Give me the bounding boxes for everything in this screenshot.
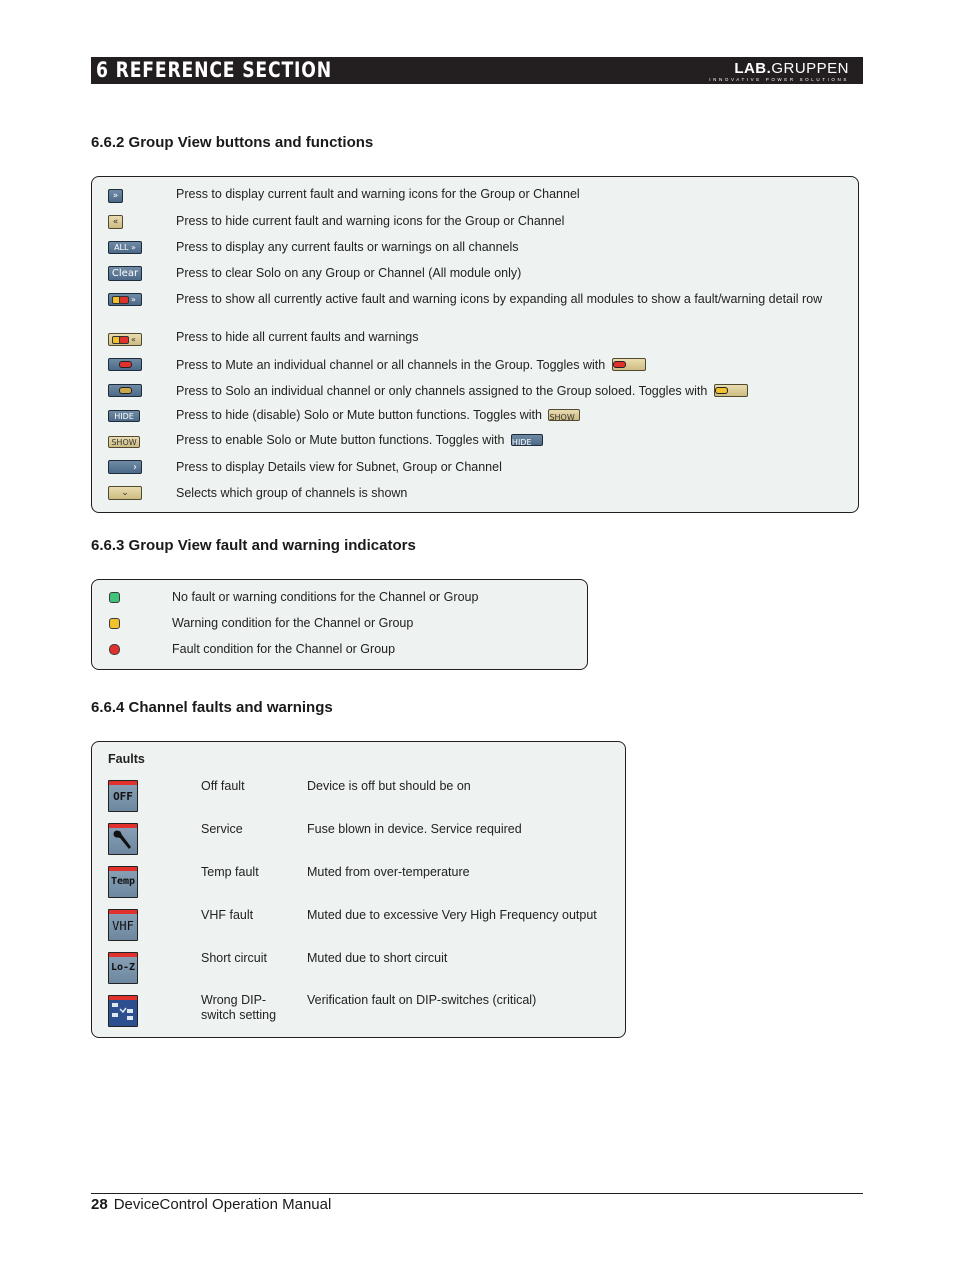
- button-description: Press to Solo an individual channel or only channels assigned to the Group soloed. Toggles with: [176, 384, 748, 399]
- solo-button-icon: [108, 384, 142, 397]
- all-expand-icon: ALL »: [108, 241, 142, 254]
- fault-name: Off fault: [201, 779, 245, 793]
- solo-active-toggle-icon: [714, 384, 748, 397]
- indicator-description: Warning condition for the Channel or Group: [172, 616, 414, 630]
- collapse-chevrons-icon: «: [108, 215, 123, 229]
- fault-name: Temp fault: [201, 865, 259, 879]
- temp-fault-icon: Temp: [108, 866, 138, 898]
- green-indicator-icon: [109, 592, 120, 603]
- button-description: Press to hide current fault and warning icons for the Group or Channel: [176, 214, 565, 228]
- page-number: 28: [91, 1196, 108, 1213]
- group-view-buttons-panel: [91, 176, 859, 513]
- wrench-service-icon: [108, 823, 138, 855]
- show-button-icon: SHOW: [108, 436, 140, 448]
- group-select-dropdown-icon: ⌄: [108, 486, 142, 500]
- expand-chevrons-icon: »: [108, 189, 123, 203]
- button-description: Press to Mute an individual channel or all channels in the Group. Toggles with: [176, 358, 646, 373]
- lo-z-icon: Lo-Z: [108, 952, 138, 984]
- fault-description: Muted due to short circuit: [307, 951, 448, 965]
- mute-active-toggle-icon: [612, 358, 646, 371]
- details-arrow-icon: ›: [108, 460, 142, 474]
- hide-all-faults-icon: «: [108, 333, 142, 346]
- lab-gruppen-logo: LAB.GRUPPEN INNOVATIVE POWER SOLUTIONS: [709, 60, 849, 82]
- mute-button-icon: [108, 358, 142, 371]
- button-description: Press to show all currently active fault and warning icons by expanding all modules to show a fault/warning detail row: [176, 292, 823, 306]
- red-indicator-icon: [109, 644, 120, 655]
- button-description: Press to display any current faults or warnings on all channels: [176, 240, 519, 254]
- fault-description: Device is off but should be on: [307, 779, 471, 793]
- fault-name: Wrong DIP-switch setting: [201, 993, 277, 1022]
- fault-name: Service: [201, 822, 243, 836]
- heading-channel-faults: 6.6.4 Channel faults and warnings: [91, 699, 333, 716]
- section-header-bar: [91, 57, 863, 84]
- button-description: Press to enable Solo or Mute button functions. Toggles with HIDE: [176, 433, 543, 448]
- hide-toggle-icon: HIDE: [511, 434, 543, 446]
- faults-subheading: Faults: [108, 752, 145, 766]
- button-description: Press to display Details view for Subnet, Group or Channel: [176, 460, 502, 474]
- heading-group-view-buttons: 6.6.2 Group View buttons and functions: [91, 134, 374, 151]
- fault-description: Muted from over-temperature: [307, 865, 470, 879]
- vhf-fault-icon: VHF: [108, 909, 138, 941]
- dip-switch-icon: [108, 995, 138, 1027]
- heading-fault-warning-indicators: 6.6.3 Group View fault and warning indicators: [91, 537, 416, 554]
- off-fault-icon: OFF: [108, 780, 138, 812]
- page-footer: [91, 1196, 331, 1213]
- button-description: Press to hide all current faults and warnings: [176, 330, 419, 344]
- yellow-indicator-icon: [109, 618, 120, 629]
- indicators-panel: [91, 579, 588, 670]
- fault-description: Muted due to excessive Very High Frequency output: [307, 908, 597, 922]
- button-description: Press to clear Solo on any Group or Channel (All module only): [176, 266, 522, 280]
- button-description: Press to hide (disable) Solo or Mute button functions. Toggles with SHOW: [176, 408, 580, 423]
- fault-name: Short circuit: [201, 951, 267, 965]
- button-description: Selects which group of channels is shown: [176, 486, 408, 500]
- footer-divider: [91, 1193, 863, 1194]
- indicator-description: Fault condition for the Channel or Group: [172, 642, 396, 656]
- fault-name: VHF fault: [201, 908, 254, 922]
- clear-button-icon: Clear: [108, 266, 142, 281]
- indicator-description: No fault or warning conditions for the Channel or Group: [172, 590, 479, 604]
- manual-title: DeviceControl Operation Manual: [113, 1196, 332, 1213]
- fault-description: Fuse blown in device. Service required: [307, 822, 522, 836]
- button-description: Press to display current fault and warning icons for the Group or Channel: [176, 187, 580, 201]
- show-toggle-icon: SHOW: [548, 409, 580, 421]
- expand-all-modules-icon: »: [108, 293, 142, 306]
- hide-button-icon: HIDE: [108, 410, 140, 422]
- section-title: 6 REFERENCE SECTION: [96, 58, 332, 82]
- channel-faults-panel: [91, 741, 626, 1038]
- fault-description: Verification fault on DIP-switches (critical): [307, 993, 537, 1007]
